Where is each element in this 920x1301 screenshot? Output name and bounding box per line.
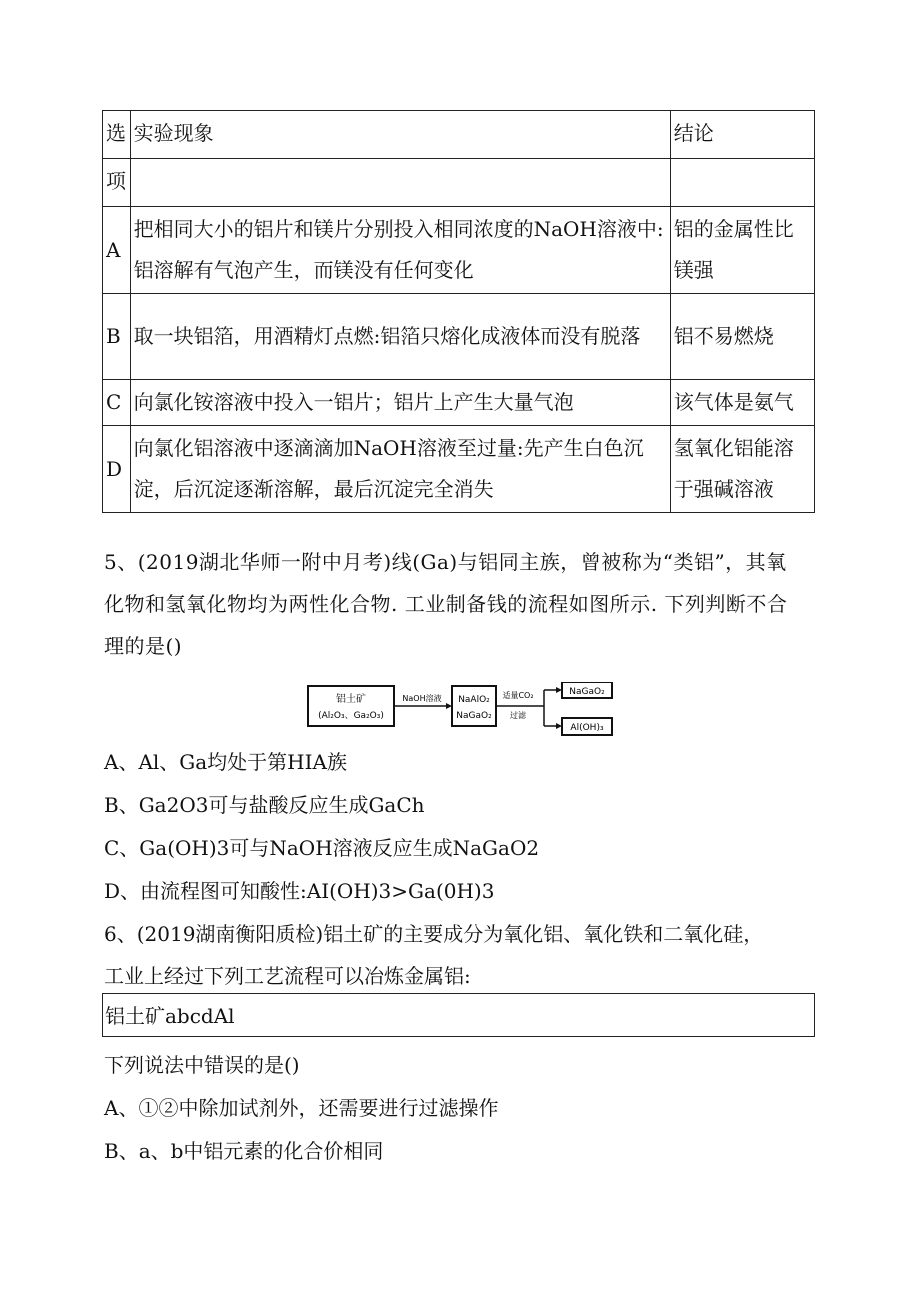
question-5-option-b: B、Ga2O3可与盐酸反应生成GaCh xyxy=(104,793,425,817)
header-conclusion: 结论 xyxy=(670,111,814,159)
table-header-row xyxy=(103,111,815,159)
empty-cell xyxy=(670,159,814,207)
question-6-process: 铝土矿abcdAl xyxy=(105,1004,235,1028)
header-option: 选 xyxy=(103,111,131,159)
row-conclusion: 铝不易燃烧 xyxy=(670,294,814,380)
table-row xyxy=(103,207,815,294)
header-option-2: 项 xyxy=(103,159,131,207)
flow-box-aloh3-label: Al(OH)₃ xyxy=(570,723,604,733)
flow-arrow-1-label: NaOH溶液 xyxy=(402,694,442,703)
row-conclusion: 铝的金属性比镁强 xyxy=(670,207,814,294)
flow-box-nagao2-label: NaGaO₂ xyxy=(569,687,605,697)
table-row xyxy=(103,426,815,513)
table-header-row-2 xyxy=(103,159,815,207)
row-phenomenon: 向氯化铝溶液中逐滴滴加NaOH溶液至过量:先产生白色沉淀，后沉淀逐渐溶解，最后沉淀完全消失 xyxy=(130,426,670,513)
question-6-option-b: B、a、b中铝元素的化合价相同 xyxy=(104,1139,384,1163)
row-conclusion: 该气体是氨气 xyxy=(670,380,814,426)
table-row xyxy=(103,380,815,426)
question-6-option-a: A、①②中除加试剂外，还需要进行过滤操作 xyxy=(104,1096,499,1120)
flow-box-bauxite-formula: (Al₂O₃、Ga₂O₃) xyxy=(318,711,384,721)
table-row xyxy=(103,294,815,380)
row-option: B xyxy=(103,294,131,380)
flow-box-aluminate-line1: NaAlO₂ xyxy=(458,695,490,705)
question-5-option-a: A、Al、Ga均处于第HIA族 xyxy=(104,750,347,774)
question-6-process-box xyxy=(102,993,815,1037)
question-6-stem-line2: 工业上经过下列工艺流程可以冶炼金属铝: xyxy=(104,964,471,988)
row-conclusion: 氢氧化铝能溶于强碱溶液 xyxy=(670,426,814,513)
row-option: A xyxy=(103,207,131,294)
question-5-option-d: D、由流程图可知酸性:AI(OH)3>Ga(0H)3 xyxy=(104,879,495,903)
flow-arrow-2-label-top: 适量CO₂ xyxy=(502,691,534,700)
flow-box-aluminate-line2: NaGaO₂ xyxy=(456,711,492,721)
question-6-stem-line1: 6、(2019湖南衡阳质检)铝土矿的主要成分为氧化铝、氧化铁和二氧化硅， xyxy=(104,922,764,946)
question-6-prompt: 下列说法中错误的是() xyxy=(104,1053,300,1077)
flow-box-bauxite-title: 铝土矿 xyxy=(336,694,366,705)
row-option: C xyxy=(103,380,131,426)
row-phenomenon: 向氯化铵溶液中投入一铝片；铝片上产生大量气泡 xyxy=(130,380,670,426)
experiment-table xyxy=(102,110,815,513)
empty-cell xyxy=(130,159,670,207)
header-phenomenon: 实验现象 xyxy=(130,111,670,159)
gallium-process-flowchart xyxy=(306,682,616,737)
question-5-option-c: C、Ga(OH)3可与NaOH溶液反应生成NaGaO2 xyxy=(104,836,540,860)
flow-arrow-2-label-bottom: 过滤 xyxy=(510,711,526,720)
row-phenomenon: 把相同大小的铝片和镁片分别投入相同浓度的NaOH溶液中:铝溶解有气泡产生，而镁没有任何变化 xyxy=(130,207,670,294)
question-5-stem: 5、(2019湖北华师一附中月考)线(Ga)与铝同主族，曾被称为“类铝”，其氧化物和氢氧化物均为两性化合物. 工业制备钱的流程如图所示. 下列判断不合理的是() xyxy=(104,550,788,658)
row-option: D xyxy=(103,426,131,513)
row-phenomenon: 取一块铝箔，用酒精灯点燃:铝箔只熔化成液体而没有脱落 xyxy=(130,294,670,380)
